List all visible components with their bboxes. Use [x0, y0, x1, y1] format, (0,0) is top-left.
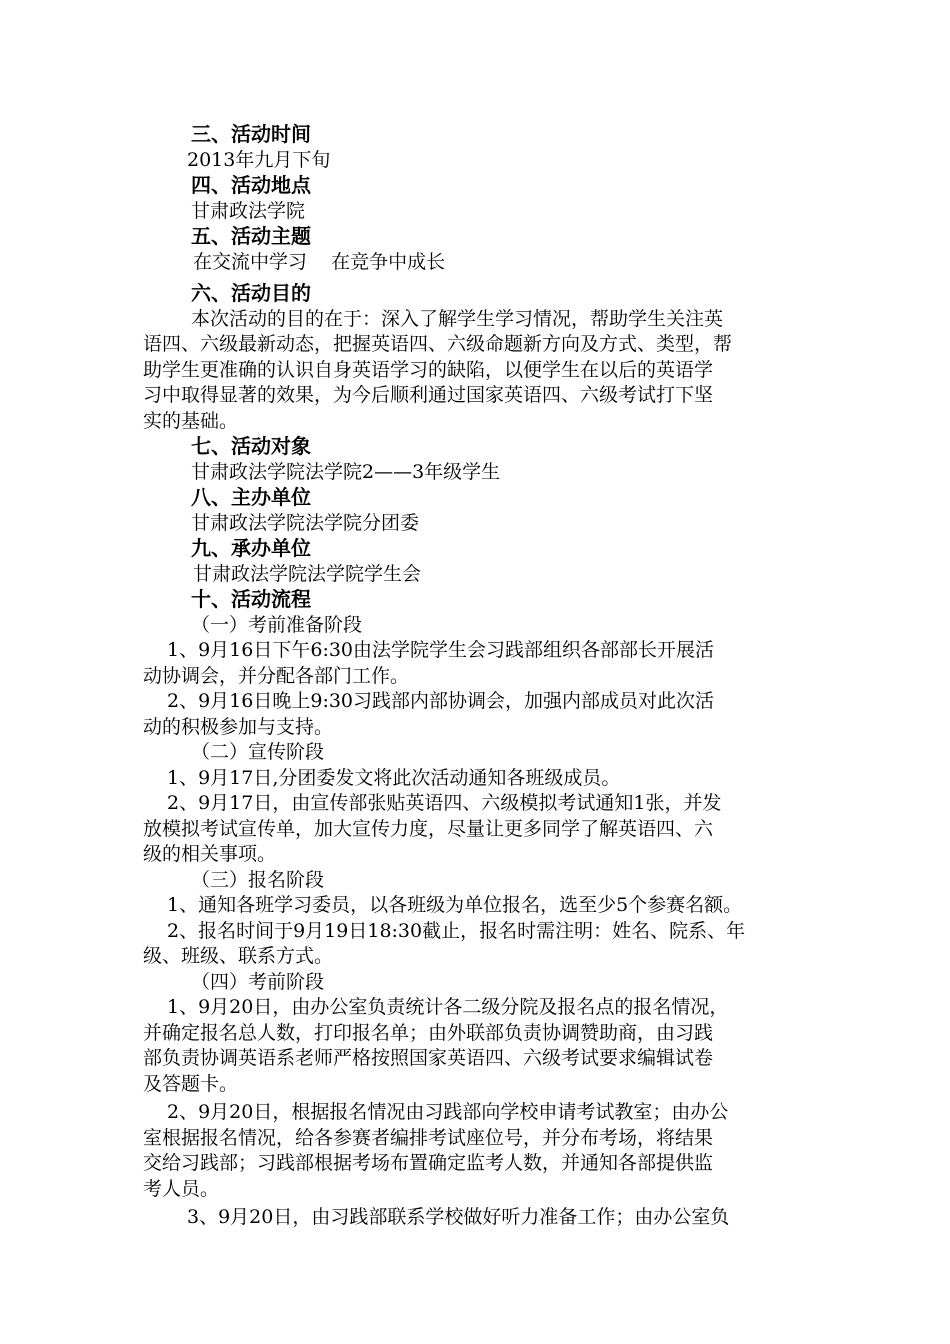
purpose-line: 习中取得显著的效果，为今后顺利通过国家英语四、六级考试打下坚 [143, 384, 714, 406]
heading-activity-theme: 五、活动主题 [191, 224, 311, 248]
activity-theme-text: 在交流中学习 在竞争中成长 [193, 250, 446, 273]
stage-title: （四）考前阶段 [191, 970, 325, 993]
purpose-line: 助学生更准确的认识自身英语学习的缺陷，以便学生在以后的英语学 [143, 358, 714, 381]
heading-activity-target: 七、活动对象 [191, 434, 311, 458]
stage-line: 及答题卡。 [143, 1072, 239, 1095]
purpose-line: 本次活动的目的在于：深入了解学生学习情况，帮助学生关注英 [191, 307, 724, 330]
stage-line: 1、9月16日下午6:30由法学院学生会习践部组织各部部长开展活 [167, 639, 715, 661]
stage-line: 室根据报名情况，给各参赛者编排考试座位号，并分布考场，将结果 [143, 1126, 714, 1149]
stage-line: 2、9月16日晚上9:30习践部内部协调会，加强内部成员对此次活 [167, 690, 715, 712]
stage-line: 1、9月20日，由办公室负责统计各二级分院及报名点的报名情况， [167, 996, 729, 1018]
document-body [143, 122, 815, 1231]
heading-activity-time: 三、活动时间 [191, 122, 311, 146]
stage-line: 1、通知各班学习委员，以各班级为单位报名，选至少5个参赛名额。 [167, 894, 743, 916]
stage-line: 并确定报名总人数，打印报名单；由外联部负责协调赞助商，由习践 [143, 1021, 714, 1044]
stage-line: 部负责协调英语系老师严格按照国家英语四、六级考试要求编辑试卷 [143, 1047, 714, 1069]
stage-line: 放模拟考试宣传单，加大宣传力度，尽量让更多同学了解英语四、六 [143, 817, 714, 840]
stage-line: 2、9月20日，根据报名情况由习践部向学校申请考试教室；由办公 [167, 1101, 729, 1123]
stage-title: （二）宣传阶段 [191, 741, 325, 763]
stage-line: 级的相关事项。 [143, 843, 277, 865]
purpose-line: 语四、六级最新动态，把握英语四、六级命题新方向及方式、类型，帮 [143, 333, 733, 355]
activity-place-text: 甘肃政法学院 [191, 199, 306, 222]
heading-host-unit: 八、主办单位 [191, 485, 311, 509]
heading-activity-purpose: 六、活动目的 [191, 281, 311, 305]
host-unit-text: 甘肃政法学院法学院分团委 [191, 511, 420, 534]
stage-line: 动的积极参加与支持。 [143, 715, 334, 738]
stage-line: 考人员。 [143, 1177, 220, 1200]
stage-line: 3、9月20日，由习践部联系学校做好听力准备工作；由办公室负 [187, 1206, 730, 1228]
stage-line: 动协调会，并分配各部门工作。 [143, 664, 410, 687]
stage-line: 级、班级、联系方式。 [143, 945, 334, 967]
heading-activity-place: 四、活动地点 [191, 173, 311, 197]
stage-line: 1、9月17日,分团委发文将此次活动通知各班级成员。 [167, 766, 621, 789]
activity-time-text: 2013年九月下旬 [187, 148, 331, 171]
stage-title: （三）报名阶段 [191, 868, 325, 891]
activity-target-text: 甘肃政法学院法学院2——3年级学生 [191, 460, 501, 483]
purpose-line: 实的基础。 [143, 409, 239, 432]
heading-organizer-unit: 九、承办单位 [191, 536, 311, 560]
organizer-unit-text: 甘肃政法学院法学院学生会 [193, 562, 422, 585]
stage-line: 交给习践部；习践部根据考场布置确定监考人数，并通知各部提供监 [143, 1152, 714, 1174]
stage-line: 2、报名时间于9月19日18:30截止，报名时需注明：姓名、院系、年 [167, 919, 746, 942]
heading-activity-process: 十、活动流程 [191, 587, 311, 611]
stage-line: 2、9月17日，由宣传部张贴英语四、六级模拟考试通知1张，并发 [167, 792, 722, 814]
stage-title: （一）考前准备阶段 [191, 613, 363, 636]
